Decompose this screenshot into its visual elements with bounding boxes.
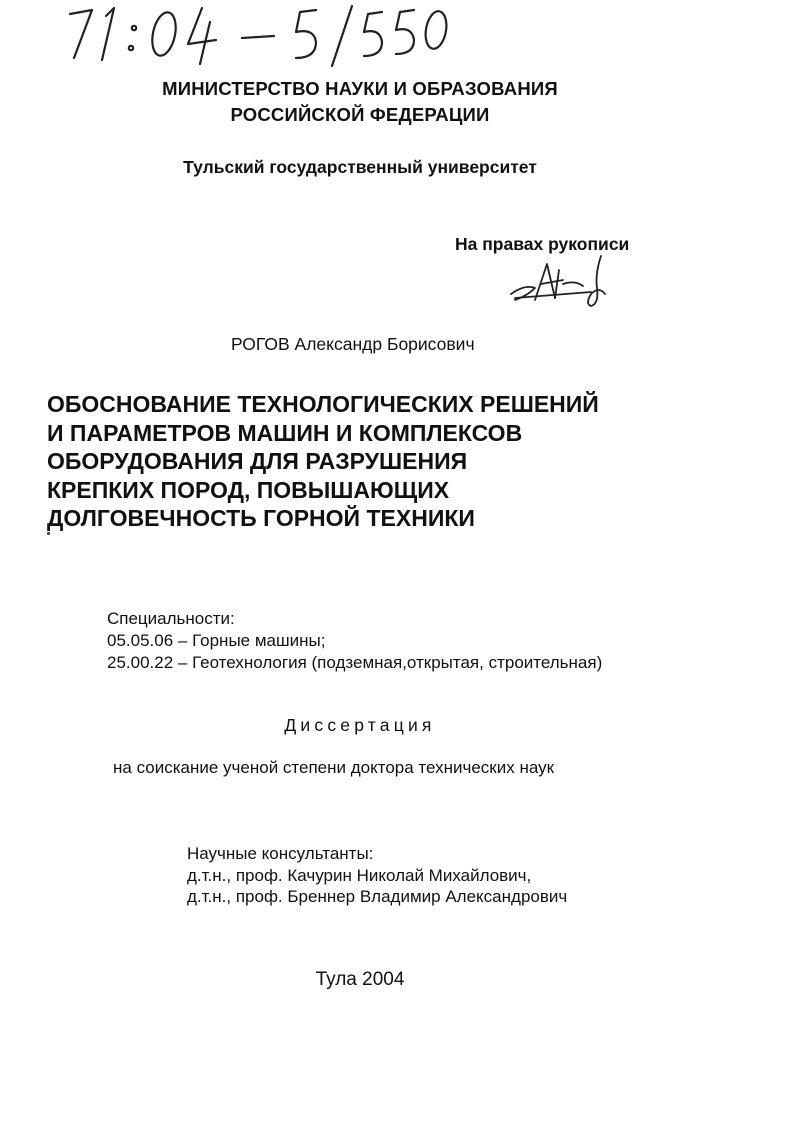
title-line-3: ОБОРУДОВАНИЯ ДЛЯ РАЗРУШЕНИЯ <box>47 448 468 474</box>
advisor-item-2: д.т.н., проф. Бреннер Владимир Александрович <box>187 887 568 906</box>
advisors-block <box>187 843 567 908</box>
title-line-4: КРЕПКИХ ПОРОД, ПОВЫШАЮЩИХ <box>47 476 450 503</box>
advisors-label: Научные консультанты: <box>187 844 374 863</box>
place-and-year: Тула 2004 <box>315 969 405 990</box>
dissertation-title <box>47 390 747 533</box>
document-type: Диссертация <box>284 715 436 735</box>
ministry-header <box>100 76 620 128</box>
manuscript-rights-note: На правах рукописи <box>455 234 630 254</box>
advisor-item-1: д.т.н., проф. Качурин Николай Михайлович, <box>187 865 532 885</box>
scan-speck <box>47 532 50 535</box>
author-signature <box>505 250 615 312</box>
handwritten-archive-number <box>52 0 452 70</box>
ministry-line-1: МИНИСТЕРСТВО НАУКИ И ОБРАЗОВАНИЯ <box>162 78 558 99</box>
title-line-5: ДОЛГОВЕЧНОСТЬ ГОРНОЙ ТЕХНИКИ <box>47 505 475 531</box>
author-name: РОГОВ Александр Борисович <box>231 334 475 354</box>
specialty-item-2: 25.00.22 – Геотехнология (подземная,открытая, строительная) <box>107 653 603 672</box>
ministry-line-2: РОССИЙСКОЙ ФЕДЕРАЦИИ <box>230 104 490 125</box>
specialties-block <box>107 608 602 674</box>
specialty-item-1: 05.05.06 – Горные машины; <box>107 631 326 650</box>
title-line-1: ОБОСНОВАНИЕ ТЕХНОЛОГИЧЕСКИХ РЕШЕНИЙ <box>47 391 599 417</box>
specialties-label: Специальности: <box>107 609 235 628</box>
university-name: Тульский государственный университет <box>183 157 537 177</box>
title-line-2: И ПАРАМЕТРОВ МАШИН И КОМПЛЕКСОВ <box>47 419 523 446</box>
degree-statement: на соискание ученой степени доктора технических наук <box>113 758 555 777</box>
